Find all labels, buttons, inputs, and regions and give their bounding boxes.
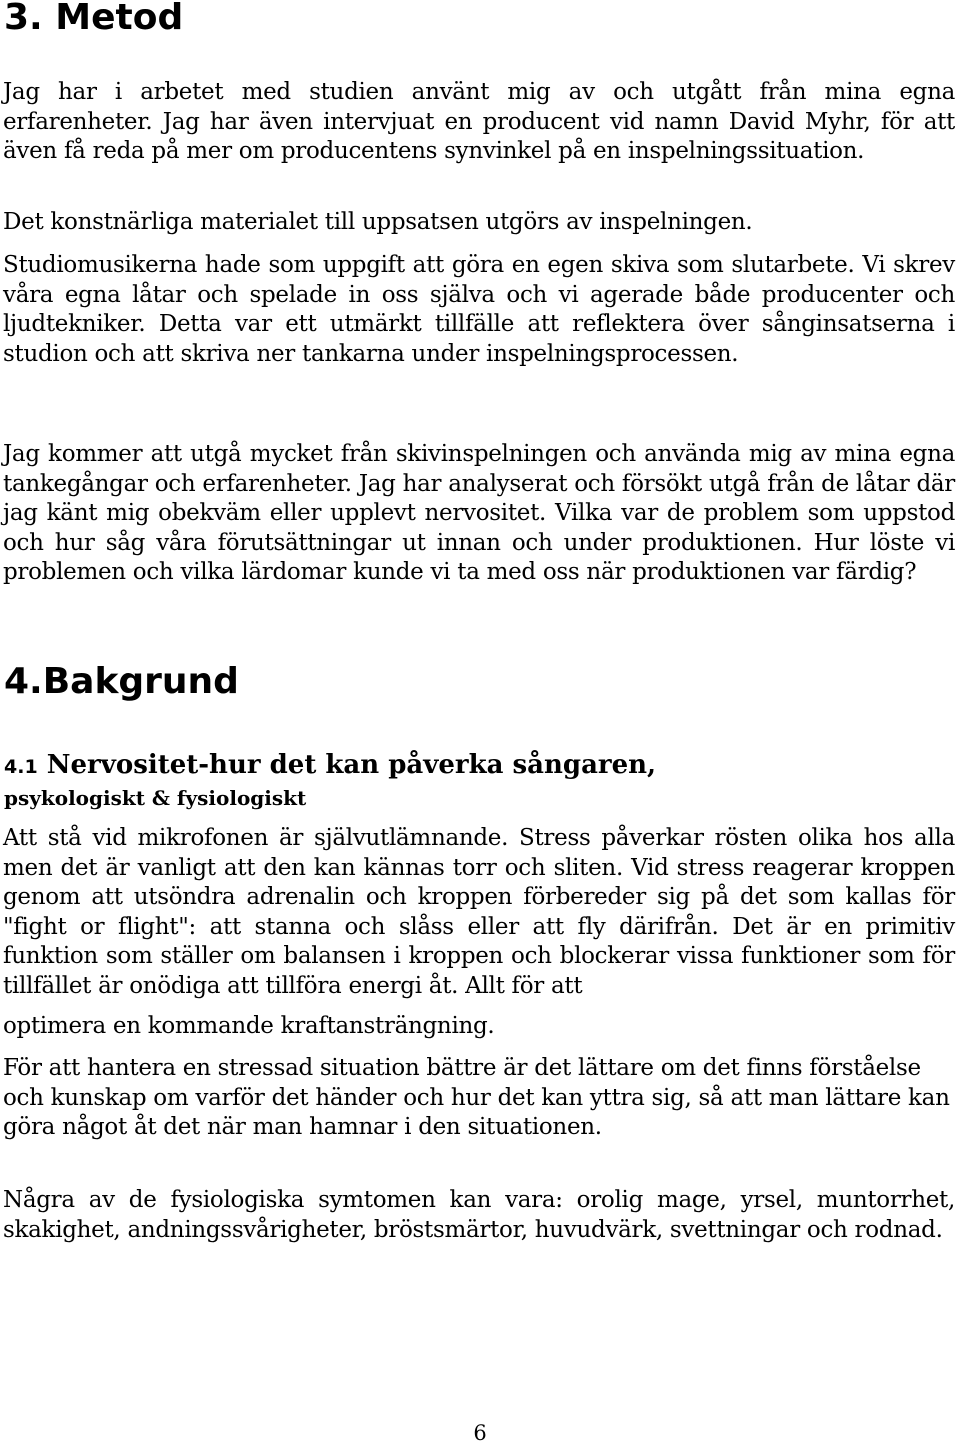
- paragraph-method-intro: Jag har i arbetet med studien använt mig av och utgått från mina egna erfarenheter. Jag har även intervjuat en producent vid namn David Myhr, för att även få reda på mer om producentens synvinkel på en inspelningssituation.: [3, 79, 955, 165]
- paragraph-stress-effects: Att stå vid mikrofonen är självutlämnande. Stress påverkar rösten olika hos alla men det är vanligt att den kan kännas torr och sliten. Vid stress reagerar kroppen genom att utsöndra adrenalin och kroppen förbereder sig på det som kallas för "fight or flight": att stanna och slåss eller att fly därifrån. Det är en primitiv funktion som ställer om balansen i kroppen och blockerar vissa funktioner som för tillfället är onödiga att tillföra energi åt. Allt för att: [3, 825, 955, 999]
- paragraph-artistic-material: Det konstnärliga materialet till uppsatsen utgörs av inspelningen.: [3, 209, 753, 235]
- paragraph-recording-approach: Jag kommer att utgå mycket från skivinspelningen och använda mig av mina egna tankegångar och erfarenheter. Jag har analyserat och försökt utgå från de låtar där jag känt mig obekväm eller upplevt nervositet. Vilka var de problem som uppstod och hur såg våra förutsättningar ut innan och under produktionen. Hur löste vi problemen och vilka lärdomar kunde vi ta med oss när produktionen var färdig?: [3, 441, 955, 586]
- paragraph-handling-stress: För att hantera en stressad situation bättre är det lättare om det finns förståelse och kunskap om varför det händer och hur det kan yttra sig, så att man lättare kan göra något åt det när man hamnar i den situationen.: [3, 1055, 950, 1141]
- page-number: 6: [473, 1421, 487, 1445]
- paragraph-optimize: optimera en kommande kraftansträngning.: [3, 1013, 495, 1039]
- section-heading-bakgrund: 4.Bakgrund: [4, 661, 239, 702]
- section-heading-metod: 3. Metod: [4, 0, 184, 38]
- subsection-title-line2: psykologiskt & fysiologiskt: [4, 786, 307, 810]
- subsection-heading-nervositet: [4, 749, 656, 783]
- paragraph-symptoms: Några av de fysiologiska symtomen kan vara: orolig mage, yrsel, muntorrhet, skakighet, andningssvårigheter, bröstsmärtor, huvudvärk, svettningar och rodnad.: [3, 1187, 955, 1243]
- subsection-title-line1: Nervositet-hur det kan påverka sångaren,: [46, 750, 657, 780]
- subsection-number: 4.1: [4, 756, 38, 778]
- paragraph-studio-musicians: Studiomusikerna hade som uppgift att göra en egen skiva som slutarbete. Vi skrev våra egna låtar och spelade in oss själva och vi agerade både producenter och ljudtekniker. Detta var ett utmärkt tillfälle att reflektera över sånginsatserna i studion och att skriva ner tankarna under inspelningsprocessen.: [3, 252, 955, 367]
